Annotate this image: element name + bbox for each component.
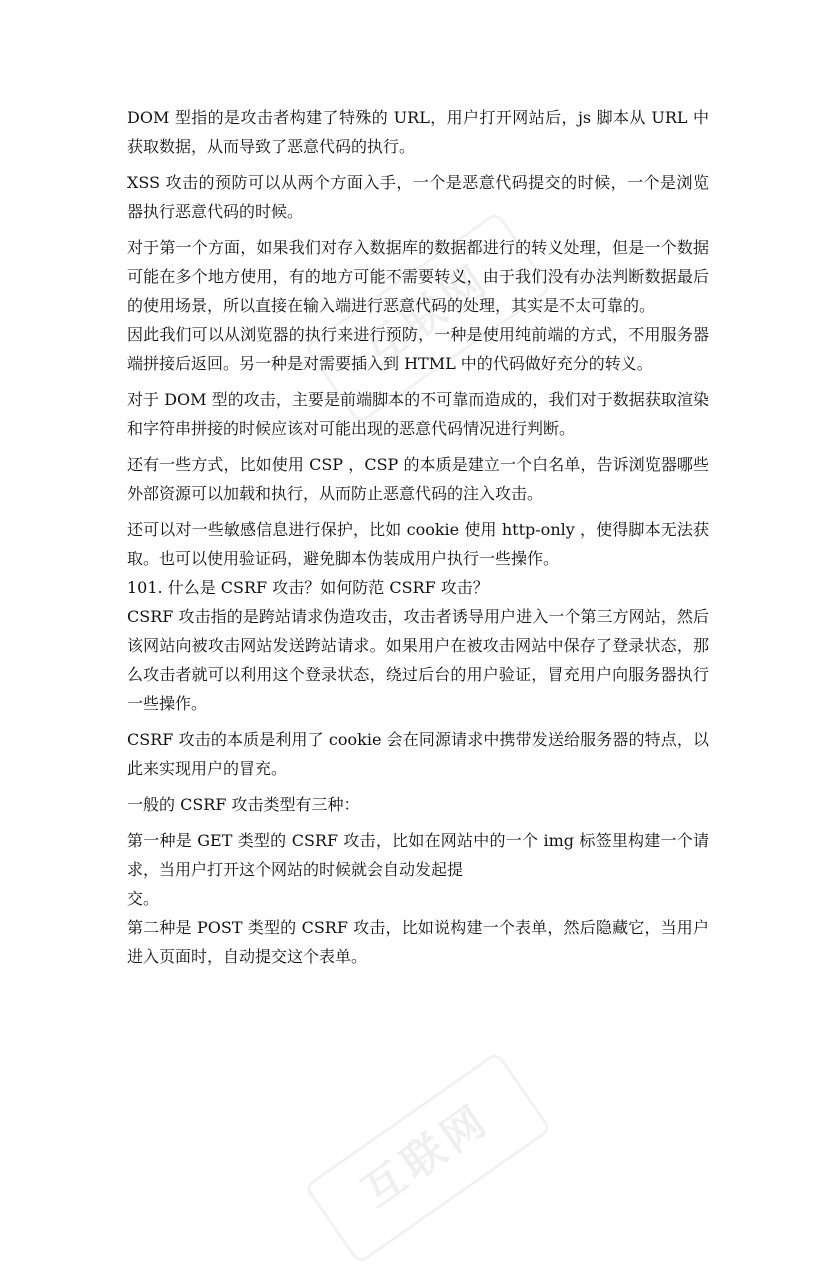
paragraph-csrf-types: 一般的 CSRF 攻击类型有三种：	[127, 795, 360, 814]
paragraph-csp: 还有一些方式，比如使用 CSP ，CSP 的本质是建立一个白名单，告诉浏览器哪些外部资源可以加载和执行，从而防止恶意代码的注入攻击。	[127, 455, 709, 503]
paragraph-csrf-post: 第二种是 POST 类型的 CSRF 攻击，比如说构建一个表单，然后隐藏它，当用户进入页面时，自动提交这个表单。	[127, 918, 709, 966]
paragraph-dom-xss: DOM 型指的是攻击者构建了特殊的 URL，用户打开网站后，js 脚本从 URL 中获取数据，从而导致了恶意代码的执行。	[127, 108, 709, 156]
paragraph-csrf-essence: CSRF 攻击的本质是利用了 cookie 会在同源请求中携带发送给服务器的特点，以此来实现用户的冒充。	[127, 730, 709, 778]
paragraph-csrf-definition: CSRF 攻击指的是跨站请求伪造攻击，攻击者诱导用户进入一个第三方网站，然后该网站向被攻击网站发送跨站请求。如果用户在被攻击网站中保存了登录状态，那么攻击者就可以利用这个登录状态，绕过后台的用户验证，冒充用户向服务器执行一些操作。	[127, 607, 709, 713]
question-heading-101: 101. 什么是 CSRF 攻击？如何防范 CSRF 攻击？	[127, 578, 489, 597]
paragraph-http-only: 还可以对一些敏感信息进行保护，比如 cookie 使用 http-only ，使得脚本无法获取。也可以使用验证码，避免脚本伪装成用户执行一些操作。	[127, 520, 709, 568]
document-body	[127, 103, 709, 978]
paragraph-csrf-get-continued: 交。	[127, 889, 160, 908]
paragraph-escape-input: 对于第一个方面，如果我们对存入数据库的数据都进行的转义处理，但是一个数据可能在多个地方使用，有的地方可能不需要转义，由于我们没有办法判断数据最后的使用场景，所以直接在输入端进行恶意代码的处理，其实是不太可靠的。	[127, 238, 709, 315]
paragraph-browser-prevention: 因此我们可以从浏览器的执行来进行预防，一种是使用纯前端的方式，不用服务器端拼接后返回。另一种是对需要插入到 HTML 中的代码做好充分的转义。	[127, 325, 709, 373]
watermark: 互联网	[304, 211, 552, 425]
paragraph-dom-attack: 对于 DOM 型的攻击，主要是前端脚本的不可靠而造成的，我们对于数据获取渲染和字符串拼接的时候应该对可能出现的恶意代码情况进行判断。	[127, 390, 709, 438]
paragraph-csrf-get: 第一种是 GET 类型的 CSRF 攻击，比如在网站中的一个 img 标签里构建一个请求，当用户打开这个网站的时候就会自动发起提	[127, 831, 709, 879]
paragraph-xss-prevention: XSS 攻击的预防可以从两个方面入手，一个是恶意代码提交的时候，一个是浏览器执行恶意代码的时候。	[127, 173, 709, 221]
watermark: 互联网	[304, 1051, 552, 1265]
